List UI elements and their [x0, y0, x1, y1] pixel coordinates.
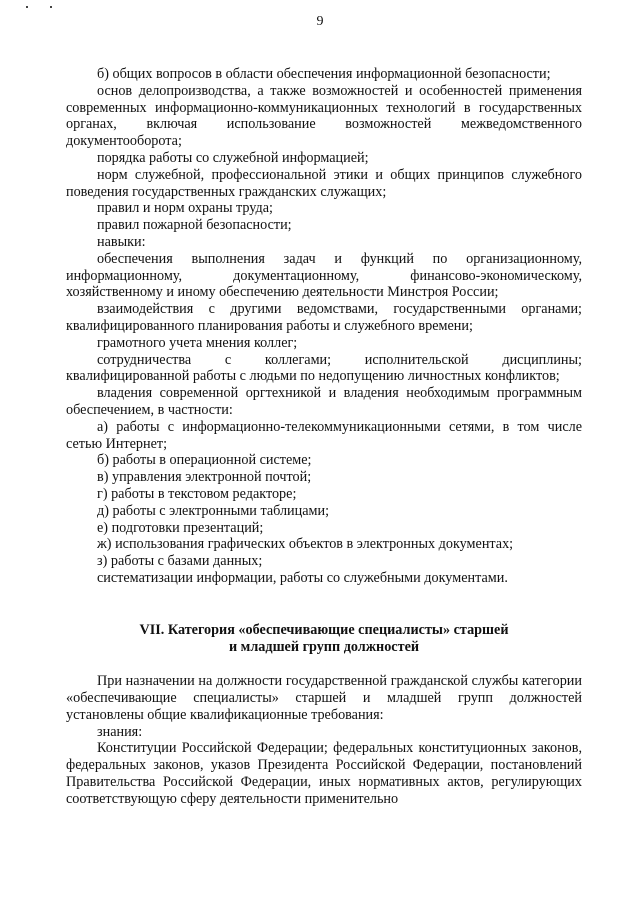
section-heading-line2: и младшей групп должностей	[228, 638, 420, 655]
paragraph: з) работы с базами данных;	[97, 553, 263, 570]
paragraph: взаимодействия с другими ведомствами, государственными органами; квалифицированного планирования работы и служебного времени;	[66, 301, 582, 334]
paragraph: грамотного учета мнения коллег;	[97, 334, 298, 351]
paragraph: основ делопроизводства, а также возможностей и особенностей применения современных информационно-коммуникационных технологий в государственных органах, включая использование возможностей межведомственного документооборота;	[66, 82, 582, 150]
page-number: 9	[316, 14, 324, 29]
scan-mark-left	[26, 6, 28, 8]
paragraph: б) общих вопросов в области обеспечения информационной безопасности;	[97, 66, 551, 82]
scan-mark-right	[50, 6, 52, 8]
paragraph: систематизации информации, работы со служебными документами.	[97, 569, 508, 586]
paragraph: При назначении на должности государственной гражданской службы категории «обеспечивающие специалисты» старшей и младшей групп должностей установлены общие квалификационные требования:	[66, 673, 582, 723]
paragraph: в) управления электронной почтой;	[97, 469, 312, 486]
paragraph: г) работы в текстовом редакторе;	[97, 485, 297, 502]
paragraph: а) работы с информационно-телекоммуникационными сетями, в том числе сетью Интернет;	[66, 418, 582, 452]
paragraph: б) работы в операционной системе;	[97, 452, 312, 469]
paragraph: ж) использования графических объектов в электронных документах;	[97, 536, 514, 553]
document-body	[66, 66, 582, 808]
paragraph: навыки:	[97, 233, 146, 250]
section-spacer	[66, 655, 582, 673]
paragraph: Конституции Российской Федерации; федеральных конституционных законов, федеральных законов, указов Президента Российской Федерации, постановлений Правительства Российской Федерации, иных нормативных актов, регулирующих соответствующую сферу деятельности применительно	[66, 740, 582, 807]
paragraph: сотрудничества с коллегами; исполнительской дисциплины; квалифицированной работы с людьми по недопущению личностных конфликтов;	[66, 351, 582, 385]
section-heading-line1: VII. Категория «обеспечивающие специалисты» старшей	[139, 621, 509, 638]
paragraph: правил и норм охраны труда;	[97, 200, 273, 217]
section-spacer	[66, 587, 582, 622]
paragraph: е) подготовки презентаций;	[97, 519, 264, 536]
paragraph: правил пожарной безопасности;	[97, 217, 292, 234]
paragraph: обеспечения выполнения задач и функций по организационному, информационному, документационному, финансово-экономическому, хозяйственному и иному обеспечению деятельности Минстроя России;	[66, 250, 582, 301]
paragraph: владения современной оргтехникой и владения необходимым программным обеспечением, в частности:	[66, 385, 582, 418]
paragraph: норм служебной, профессиональной этики и общих принципов служебного поведения государственных гражданских служащих;	[66, 166, 582, 200]
paragraph: знания:	[97, 723, 143, 740]
paragraph: порядка работы со служебной информацией;	[97, 149, 369, 166]
paragraph: д) работы с электронными таблицами;	[97, 502, 330, 519]
